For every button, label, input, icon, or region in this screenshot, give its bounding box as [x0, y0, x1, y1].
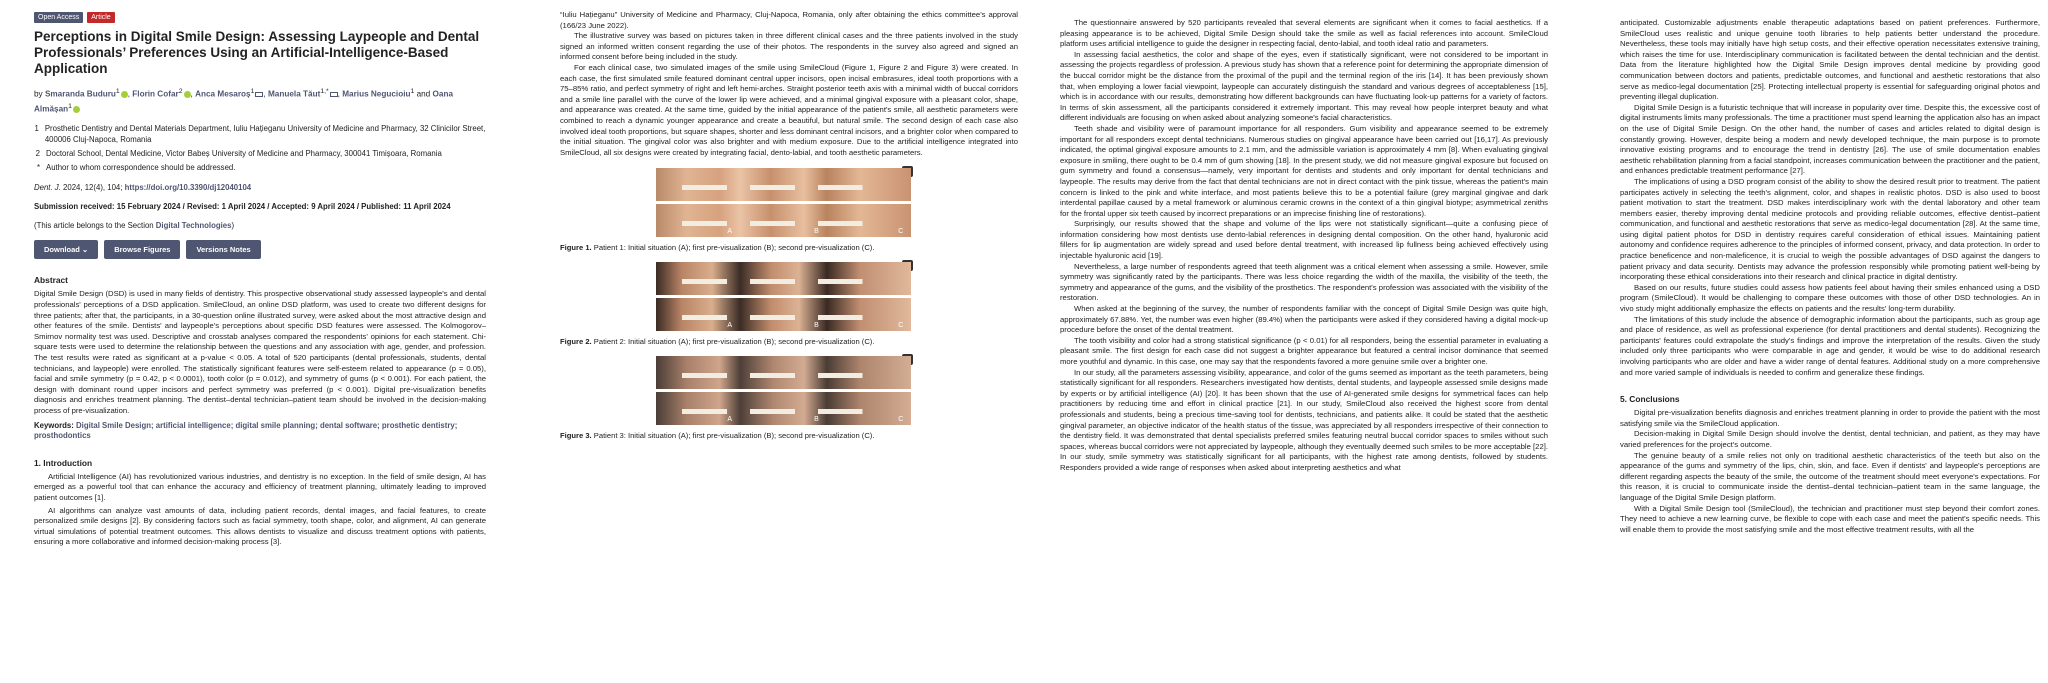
paragraph: The illustrative survey was based on pictures taken in three different clinical cases and the three patients involved in the study signed an informed written consent regarding the use of their photos. The respondents in the survey also agreed and signed an informed consent before being included in the study.	[560, 31, 1018, 62]
conclusions-heading: 5. Conclusions	[1620, 394, 1680, 405]
section-note: (This article belongs to the Section Digital Technologies)	[34, 221, 235, 231]
abstract-heading: Abstract	[34, 275, 68, 286]
author-link[interactable]: Anca Mesaroș	[195, 89, 251, 99]
open-access-badge[interactable]: Open Access	[34, 12, 83, 23]
figure-image-initial	[656, 168, 911, 201]
paragraph: “Iuliu Hațieganu” University of Medicine and Pharmacy, Cluj-Napoca, Romania, only after obtaining the ethics committee's approval (166/23 June 2022).	[560, 10, 1018, 30]
figure-2-caption: Figure 2. Patient 2: Initial situation (A); first pre-visualization (B); second pre-visualization (C).	[560, 337, 875, 347]
affiliations	[34, 123, 486, 173]
introduction-heading: 1. Introduction	[34, 457, 93, 468]
paragraph: Digital Smile Design is a futuristic technique that will increase in popularity over time. Despite this, the excessive cost of digital instruments limits many professionals. The time a practitioner must spend learning the application also has an impact on the use of Digital Smile Design. On the other hand, the number of cases and articles related to digital design is constantly growing. However, despite being a modern and newly developed technique, the main purpose is to promote innovative existing programs and to encourage the trend in dentistry [26]. The use of smile documentation enables aesthetic rehabilitation planning from a facial standpoint, increases communication between the practitioner and the patient, and enhances predictable treatment performance [27].	[1620, 102, 2040, 176]
affiliation: 1 Prosthetic Dentistry and Dental Materials Department, Iuliu Hațieganu University of Medicine and Pharmacy, 32 Clinicilor Street, 400006 Cluj-Napoca, Romania	[34, 124, 486, 145]
figure-3[interactable]	[656, 356, 911, 425]
paragraph: The limitations of this study include the absence of demographic information about the participants, such as group age and place of residence, as well as professional experience (for dental practitioners and dental students). Recognizing the participants' features could extrapolate the study's findings and improve the interpretation of the results. Given the study included only three participants who were comparable in age and gender, it would be wise to do additional research involving participants who are older and have a wider range of dental features. Additional study on a more comprehensive and more varied sample of individuals is needed to confirm and generalize these findings.	[1620, 314, 2040, 377]
paragraph: For each clinical case, two simulated images of the smile using SmileCloud (Figure 1, Figure 2 and Figure 3) were created. In each case, the first simulated smile featured dominant central upper incisors, open incisal embrasures, ideal tooth proportions with a 75–85% ratio, and perfect symmetry of right and left hemi-arches. Straight posterior teeth axis with a minimal width of buccal corridors and a smile line parallel with the curve of the lower lip were achieved, and a minimal gingival exposure with a pleasant color, shape, and appearance was created. At the same time, guided by the initial appearance of the patient's smile, all aesthetic parameters were combined to reach a dynamic younger appearance and create a beautiful, but natural smile. The second design of each case also involved ideal tooth proportions, but square shapes, shorter and less dominant central incisors, and a brighter color when compared to the initial situation. The gingival color was also brighter and with medium exposure. Due to the artificial intelligence integrated into SmileCloud, all six designs were created by integrating facial, dento-labial, and tooth aesthetic parameters.	[560, 62, 1018, 157]
figure-image-initial	[656, 262, 911, 295]
author-list: by Smaranda Buduru$^1$ , Florin Cofar$^2$ , Anca Mesaroș$^1$ , Manuela Tăut$^{1,*}$ , Marius Negucioiu$^1$ and Oana Almășan$^1$	[34, 88, 454, 114]
author-link[interactable]: Oana Almășan	[34, 89, 454, 114]
paragraph: The tooth visibility and color had a strong statistical significance (p < 0.01) for all responders, being the essential parameter in evaluating a pleasant smile. The first design for each case did not suggest a brighter appearance but featured a central incisor dominance that seemed more youthful and dynamic. In this case, one may say that the respondents favored a more genuine smile over a brighter one.	[1060, 335, 1548, 366]
figure-3-caption: Figure 3. Patient 3: Initial situation (A); first pre-visualization (B); second pre-visualization (C).	[560, 431, 875, 441]
column-1	[34, 0, 486, 683]
column-4	[1620, 0, 2040, 683]
email-icon[interactable]	[330, 92, 338, 97]
figure-image-initial	[656, 356, 911, 389]
figure-2[interactable]	[656, 262, 911, 331]
affiliation: 2 Doctoral School, Dental Medicine, Victor Babeș University of Medicine and Pharmacy, 300041 Timișoara, Romania	[35, 149, 442, 159]
abstract-text: Digital Smile Design (DSD) is used in many fields of dentistry. This prospective observational study assessed laypeople's and dental professionals' perceptions of a DSD application. SmileCloud, an online DSD platform, was used to create two different designs for three patients; after that, the participants, in a 30-question online illustrated survey, were asked about the most attractive design and other features of the smile. Dentists' and laypeople's perceptions about specific DSD features were assessed. The Kolmogorov–Smirnov normality test was used. Descriptive and crosstab analyses compared the respondents' opinions for each statement. Chi-square tests were used to determine the relationship between the questions and any association with age, gender, and profession. The test results were rated as significant at a p-value < 0.05. A total of 520 participants (dental professionals, students, dental technicians, and laypeople) were enrolled. The statistically significant features were self-esteem related to appearance (p = 0.05), facial and smile symmetry (p = 0.42, p < 0.0001), tooth color (p = 0.012), and symmetry of gums (p < 0.001). For each patient, the design with dominant round upper incisors and perfect symmetry was preferred (p < 0.001). Digital pre-visualization benefits diagnosis and enriches treatment planning. The dentist–dental technician–patient team should be involved in the decision-making process of pre-visualization.	[34, 289, 486, 415]
paragraph: Based on our results, future studies could assess how patients feel about having their smiles enhanced using a DSD program (SmileCloud). It would be challenging to compare these outcomes with those of other DSD technologies. An in vivo study might additionally emphasize the effects on patients and the results' long-term durability.	[1620, 282, 2040, 314]
versions-notes-button[interactable]: Versions Notes	[186, 240, 260, 259]
orcid-icon[interactable]	[73, 106, 80, 113]
figure-1-caption: Figure 1. Patient 1: Initial situation (A); first pre-visualization (B); second pre-visualization (C).	[560, 243, 875, 253]
orcid-icon[interactable]	[184, 91, 191, 98]
article-title: Perceptions in Digital Smile Design: Assessing Laypeople and Dental Professionals’ Preferences Using an Artificial-Intelligence-Based Application	[34, 29, 480, 76]
email-icon[interactable]	[255, 92, 263, 97]
author-link[interactable]: Florin Cofar	[132, 89, 179, 99]
author-link[interactable]: Manuela Tăut	[267, 89, 321, 99]
figure-image-previews: A B C	[656, 298, 911, 331]
affiliation: * Author to whom correspondence should be addressed.	[36, 163, 236, 173]
paragraph: AI algorithms can analyze vast amounts of data, including patient records, dental images, and facial features, to create personalized smile designs [2]. By considering factors such as facial symmetry, tooth shape, color, and alignment, AI can generate virtual simulations of potential treatment outcomes. This allows dentists to visualize and discuss treatment options with patients, ensuring a more collaborative and informed decision-making process [3].	[34, 505, 486, 547]
keywords: Keywords: Digital Smile Design; artificial intelligence; digital smile planning; dental software; prosthetic dentistry; prosthodontics	[34, 420, 458, 441]
figure-image-previews: A B C	[656, 392, 911, 425]
paragraph: The questionnaire answered by 520 participants revealed that several elements are significant when it comes to facial aesthetics. If a pleasing appearance is to be achieved, Digital Smile Design should take the smile as well as facial references into account. SmileCloud platform uses artificial intelligence to guide the designer in respecting facial, dento-labial, and tooth ideal ratio and parameters.	[1060, 18, 1548, 49]
article-badge: Article	[87, 12, 114, 23]
column-2	[560, 0, 1018, 683]
download-button[interactable]: Download ⌄	[34, 240, 98, 259]
orcid-icon[interactable]	[121, 91, 128, 98]
figure-1[interactable]	[656, 168, 911, 237]
publication-dates: Submission received: 15 February 2024 / Revised: 1 April 2024 / Accepted: 9 April 2024 / Published: 11 April 2024	[34, 202, 451, 212]
paragraph: Artificial Intelligence (AI) has revolutionized various industries, and dentistry is no exception. In the field of smile design, AI has emerged as a powerful tool that can enhance the accuracy and efficiency of treatment planning, ultimately leading to improved patient outcomes [1].	[34, 471, 486, 502]
doi-link[interactable]: https://doi.org/10.3390/dj12040104	[124, 183, 252, 193]
badges	[34, 12, 486, 23]
paragraph: Teeth shade and visibility were of paramount importance for all responders. Gum visibility and appearance seemed to be extremely important for all responders except dental technicians. Numerous studies on gingival appearance have been carried out [16,17]. As previously indicated, the optimal gingival exposure amounts to 2.1 mm, and the admissible variation is approximately 4 mm [8]. When evaluating gingival exposure in smiling, there ought to be 0.4 mm of gum showing [18]. In the present study, we did not measure gingival exposure but focused on gum symmetry and found a consensus—namely, very important for dentists and students and only important for dental technicians and laypeople. The results may derive from the fact that dental technicians are not in direct contact with the pink tissue, whereas the patient's main concern is linked to the pink and white interface, and most patients believe this to be a potential failure (grey marginal gingivae and dark interdental papillae caused by a metal framework or aluminous ceramic crowns in the context of a thin gingival biotype; asymmetrical zeniths for the frontal upper six teeth caused by incorrect preparations or an imprecise finishing line of restorations).	[1060, 123, 1548, 218]
paragraph: Surprisingly, our results showed that the shape and volume of the lips were not statistically significant—quite a confusing piece of information considering how most dentists use dento-labial references in designing dental composition. On the other hand, hyaluronic acid fillers for lip augmentation are widely spread and used before dental treatment, with increased lip fullness being achieved effectively using injectable hyaluronic acid [19].	[1060, 219, 1548, 261]
paragraph: In assessing facial aesthetics, the color and shape of the eyes, even if statistically significant, were not considered to be important in assessing the projects regardless of profession. A previous study has shown that a reference point for determining the appropriate dimension of the buccal corridor might be the distance from the proximal of the pupil and the terminal region of the iris [14]. It has been previously shown that, when employing a lower facial viewpoint, laypeople can accurately distinguish the standard and various degrees of acceptableness [15], which is in accordance with our results, demonstrating how different backgrounds can have fluctuating look-up patterns for a variety of factors. In terms of skin assessment, all the participants considered it extremely important. This may reveal how people interpret beauty and what different individuals are focusing on when asked about analyzing someone's facial characteristics.	[1060, 49, 1548, 123]
paragraph: anticipated. Customizable adjustments enable therapeutic adaptations based on patient preferences. Furthermore, SmileCloud uses realistic and unique genuine tooth libraries to help patients better understand the procedure. Nevertheless, these tools may initially have high setup costs, and their effective operation necessitates extensive training, which raises the time for use. Interdisciplinary communication is facilitated between the dental technician and the dentist. Data from the literature highlighted how the Digital Smile Design improves dental medicine by providing good communication between doctors and patients, predictable outcomes, and functional and aesthetic restorations that also serve as medico-legal documentation [25]. Protecting intellectual property is essential for safeguarding original photos and preventing illegal duplication.	[1620, 18, 2040, 102]
keyword-links[interactable]: Digital Smile Design; artificial intelligence; digital smile planning; dental software; prosthetic dentistry; prosthodontics	[34, 420, 458, 441]
paragraph: Nevertheless, a large number of respondents agreed that teeth alignment was a critical element when assessing a smile. However, smile symmetry was significantly rated by the participants. There was less choice regarding the width of the maxilla, the visibility of the teeth, the symmetry and appearance of the gums, and the visibility of the prosthetics. The respondent's profession was associated with the visibility of the restoration.	[1060, 261, 1548, 303]
paragraph: The implications of using a DSD program consist of the ability to show the desired result prior to treatment. The patient participates actively in selecting the teeth's alignment, color, and shapes in realistic photos. DSD is also used to boost patient motivation to start the treatment. DSD makes interdisciplinary work with the dental laboratory and other team members easier, thereby improving dental medicine protocols and providing reliable outcomes, effective dentist–patient communication, and functional and aesthetic restorations that serve as medico-legal documentation [28]. At the same time, using digital patient photos for DSD in dentistry requires careful consideration of ethical issues. Maintaining patient autonomy and confidence requires adherence to the principles of informed consent, privacy, and data protection. In order to practice beneficence and non-maleficence, it is crucial to weigh the possible advantages of DSD against the dangers to patient privacy and data security. Dentists may advance the profession responsibly while promoting patient well-being by incorporating these ethical considerations into their research and clinical practice in digital dentistry.	[1620, 176, 2040, 282]
section-link[interactable]: Digital Technologies	[155, 221, 232, 231]
author-link[interactable]: Smaranda Buduru	[44, 89, 116, 99]
paragraph: With a Digital Smile Design tool (SmileCloud), the technician and practitioner must step beyond their comfort zones. They need to achieve a new learning curve, be flexible to cope with each case and meet the patient's specific needs. This will enable them to provide the most satisfying smile and the most effective treatment results, with all the	[1620, 503, 2040, 534]
paragraph: Decision-making in Digital Smile Design should involve the dentist, dental technician, and patient, as they may have varied preferences for the project's outcome.	[1620, 429, 2040, 449]
author-link[interactable]: Marius Negucioiu	[342, 89, 411, 99]
figure-image-previews: A B C	[656, 204, 911, 237]
column-3	[1060, 0, 1548, 683]
action-buttons	[34, 240, 486, 259]
browse-figures-button[interactable]: Browse Figures	[104, 240, 180, 259]
citation: Dent. J. 2024, 12(4), 104; https://doi.org/10.3390/dj12040104	[34, 183, 252, 193]
paragraph: Digital pre-visualization benefits diagnosis and enriches treatment planning in order to provide the patient with the most satisfying smile via the SmileCloud application.	[1620, 408, 2040, 428]
paragraph: In our study, all the parameters assessing visibility, appearance, and color of the gums seemed as important as the teeth parameters, being statistically significant for all responders. Researchers investigated how dentists, dental students, and laypeople assessed smile designs made by experts or by artificial intelligence (AI) [20]. It has been shown that the use of AI-generated smile designs for symmetrical faces can help practitioners by reducing time and effort in clinical practice [21]. In our study, SmileCloud also received the highest score from dental professionals and students, being a precious time-saving tool for dentists, technicians, and patients alike. It could be stated that the aesthetic gingival parameter, an objective indicator of the health status of the tissue, was appreciated by all responders irrespective of their connection to the dentistry field. It was demonstrated that dental specialists preferred smiles featuring neutral buccal corridor spaces to smiles without such spaces, whereas buccal corridors were not appreciated by laypeople, although they eventually deemed such smiles to be more acceptable [22]. In our study, smile symmetry was statistically significant for all participants, with the highest rate among dentists, followed by students. Responders provided a wide range of responses when asked about interpreting aesthetics and what	[1060, 367, 1548, 472]
paragraph: When asked at the beginning of the survey, the number of respondents familiar with the concept of Digital Smile Design was quite high, approximately 67.88%. Yet, the number was even higher (89.4%) when the participants were asked if they considered having a digital mock-up procedure before the onset of the dental treatment.	[1060, 304, 1548, 335]
paragraph: The genuine beauty of a smile relies not only on traditional aesthetic characteristics of the teeth but also on the appearance of the gums and symmetry of the lips, chin, skin, and face. Even if dentists' and laypeople's perceptions are different regarding aspects the beauty of the smile, the outcome of the treatment should meet everyone's expectations. For this reason, it is crucial to communicate inside the dentist–dental technician–patient team in the same language, the language of the Digital Smile Design platform.	[1620, 450, 2040, 502]
